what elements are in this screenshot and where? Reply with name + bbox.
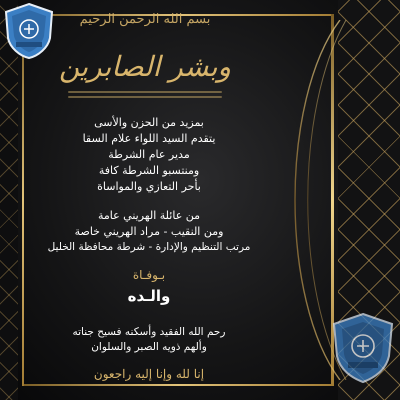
verse-ornament-lines <box>40 88 250 106</box>
prayer-line: رحم الله الفقيد وأسكنه فسيح جناته <box>72 326 226 338</box>
condolence-line: ومنتسبو الشرطة كافة <box>98 164 200 177</box>
family-line: من عائلة الهريني عامة <box>97 209 201 222</box>
death-announcement-word: بـوفـاة <box>132 268 166 282</box>
prayer-line: وألهم ذويه الصبر والسلوان <box>91 341 207 353</box>
condolence-line: يتقدم السيد اللواء علام السقا <box>82 132 216 145</box>
condolence-line: بأحر التعازي والمواساة <box>97 180 201 193</box>
basmala-text: بسم الله الرحمن الرحيم <box>79 12 211 27</box>
family-line: ومن النقيب - مراد الهريني خاصة <box>74 225 224 238</box>
frame-left-line <box>22 14 24 386</box>
condolence-line: مدير عام الشرطة <box>108 148 190 161</box>
police-emblem-watermark-icon <box>330 312 396 384</box>
deceased-name: والـده <box>127 287 171 305</box>
family-line: مرتب التنظيم والإدارة - شرطة محافظة الخليل <box>47 241 251 253</box>
condolence-line: بمزيد من الحزن والأسى <box>94 116 204 129</box>
frame-bottom-line <box>22 384 334 386</box>
left-ornament-pattern <box>0 0 18 400</box>
quran-verse-calligraphy: وبشر الصابرين <box>58 50 232 83</box>
closing-verse-calligraphy: إنا لله وإنا إليه راجعون <box>93 367 205 381</box>
